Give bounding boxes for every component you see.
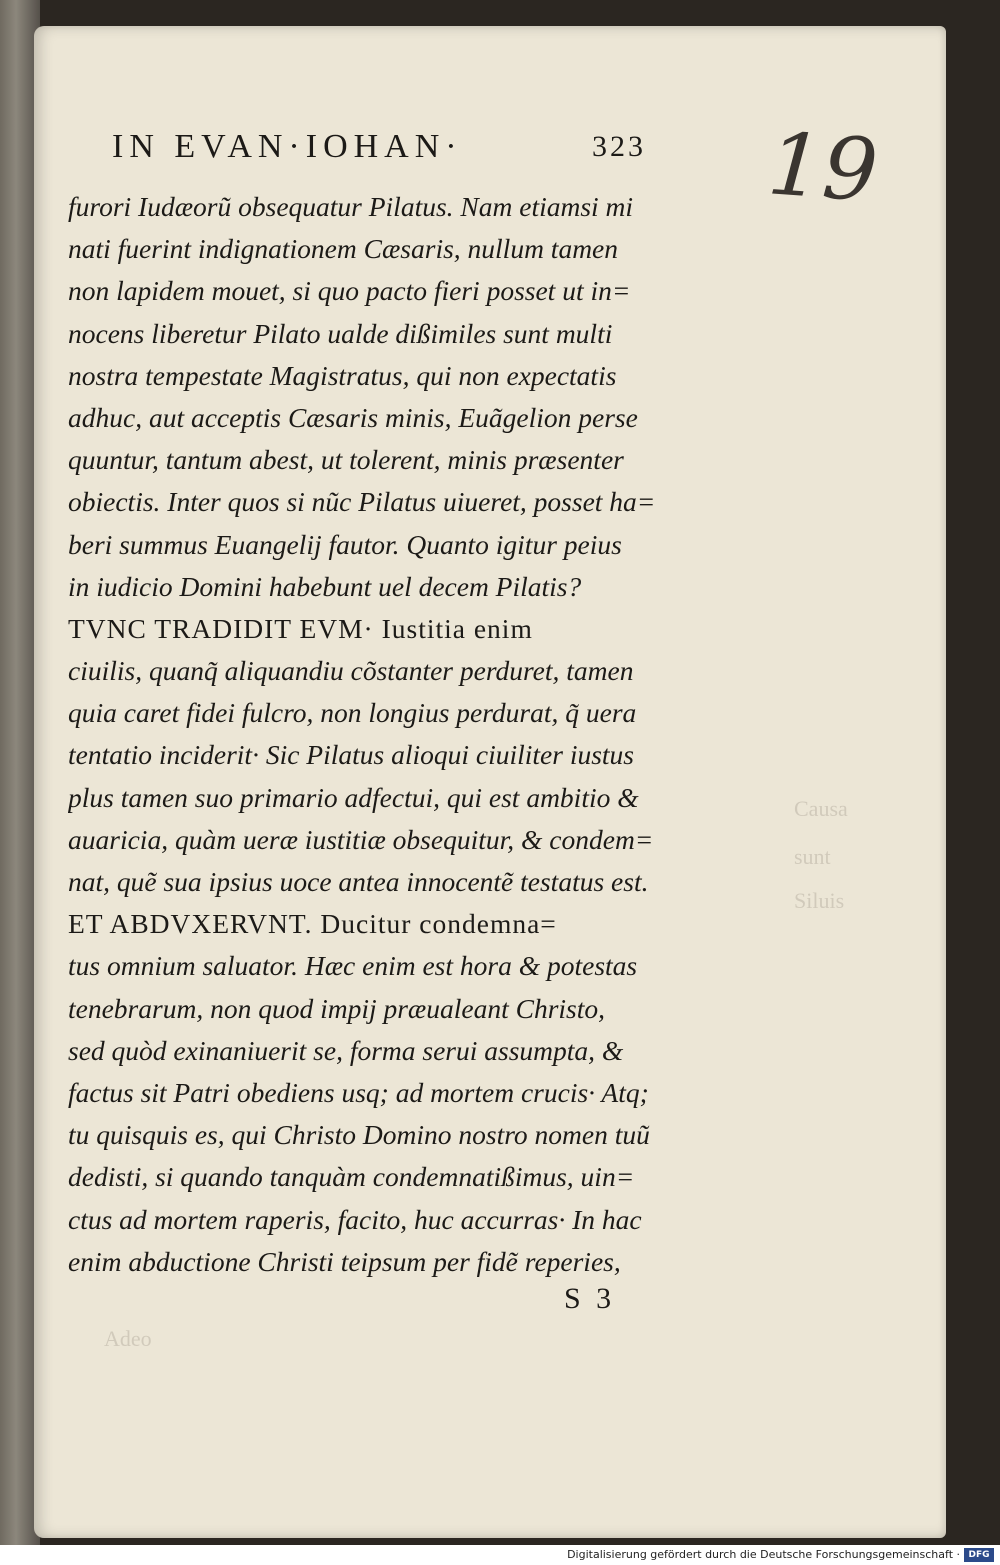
text-line: nocens liberetur Pilato ualde dißimiles sunt multi <box>68 317 613 349</box>
footer-credit: Digitalisierung gefördert durch die Deutsche Forschungsgemeinschaft · <box>567 1548 960 1561</box>
handwritten-folio-number: 19 <box>764 114 881 222</box>
text-line: tenebrarum, non quod impij præualeant Christo, <box>68 992 606 1024</box>
signature-mark: S 3 <box>564 1282 616 1315</box>
running-head <box>112 116 672 176</box>
text-line: enim abductione Christi teipsum per fidẽ reperies, <box>68 1245 621 1277</box>
text-line: nati fuerint indignationem Cæsaris, nullum tamen <box>68 233 619 265</box>
text-line: quuntur, tantum abest, ut tolerent, minis præsenter <box>68 444 624 476</box>
text-line: factus sit Patri obediens usq; ad mortem crucis· Atq; <box>68 1076 649 1108</box>
text-line: sed quòd exinaniuerit se, forma serui assumpta, & <box>68 1034 624 1066</box>
bleed-through-text: sunt <box>794 844 831 869</box>
running-title: IN EVAN·IOHAN· <box>112 128 463 165</box>
text-line: obiectis. Inter quos si nũc Pilatus uiueret, posset ha= <box>68 486 656 518</box>
text-line: TVNC TRADIDIT EVM· Iustitia enim <box>68 612 533 644</box>
text-line: non lapidem mouet, si quo pacto fieri posset ut in= <box>68 275 631 307</box>
dfg-logo: DFG <box>964 1548 994 1562</box>
text-line: ctus ad mortem raperis, facito, huc accurras· In hac <box>68 1203 642 1235</box>
text-line: nat, quẽ sua ipsius uoce antea innocentẽ testatus est. <box>68 866 649 897</box>
text-line: ET ABDVXERVNT. Ducitur condemna= <box>68 908 557 940</box>
text-line: in iudicio Domini habebunt uel decem Pilatis? <box>68 570 582 602</box>
text-line: tu quisquis es, qui Christo Domino nostro nomen tuũ <box>68 1119 650 1151</box>
text-line: quia caret fidei fulcro, non longius perdurat, q̃ uera <box>68 697 637 729</box>
body-text <box>68 186 708 1283</box>
bleed-through-text: Causa <box>794 796 848 821</box>
text-line: furori Iudæorũ obsequatur Pilatus. Nam etiamsi mi <box>68 191 634 222</box>
page-number: 323 <box>592 130 646 163</box>
text-line: dedisti, si quando tanquàm condemnatißimus, uin= <box>68 1161 635 1193</box>
text-line: ciuilis, quanq̃ aliquandiu cõstanter perduret, tamen <box>68 655 634 687</box>
text-line: plus tamen suo primario adfectui, qui est ambitio & <box>68 781 639 813</box>
text-line: tentatio inciderit· Sic Pilatus alioqui ciuiliter iustus <box>68 739 635 771</box>
footer-bar <box>0 1545 1000 1565</box>
text-line: beri summus Euangelij fautor. Quanto igitur peius <box>68 528 622 560</box>
text-line: auaricia, quàm ueræ iustitiæ obsequitur, & condem= <box>68 823 654 855</box>
text-line: adhuc, aut acceptis Cæsaris minis, Euãgelion perse <box>68 401 638 433</box>
text-line: nostra tempestate Magistratus, qui non expectatis <box>68 359 617 391</box>
bleed-through-text: Siluis <box>794 888 845 913</box>
text-line: tus omnium saluator. Hæc enim est hora & potestas <box>68 950 638 982</box>
bleed-through-text: Adeo <box>104 1326 152 1351</box>
